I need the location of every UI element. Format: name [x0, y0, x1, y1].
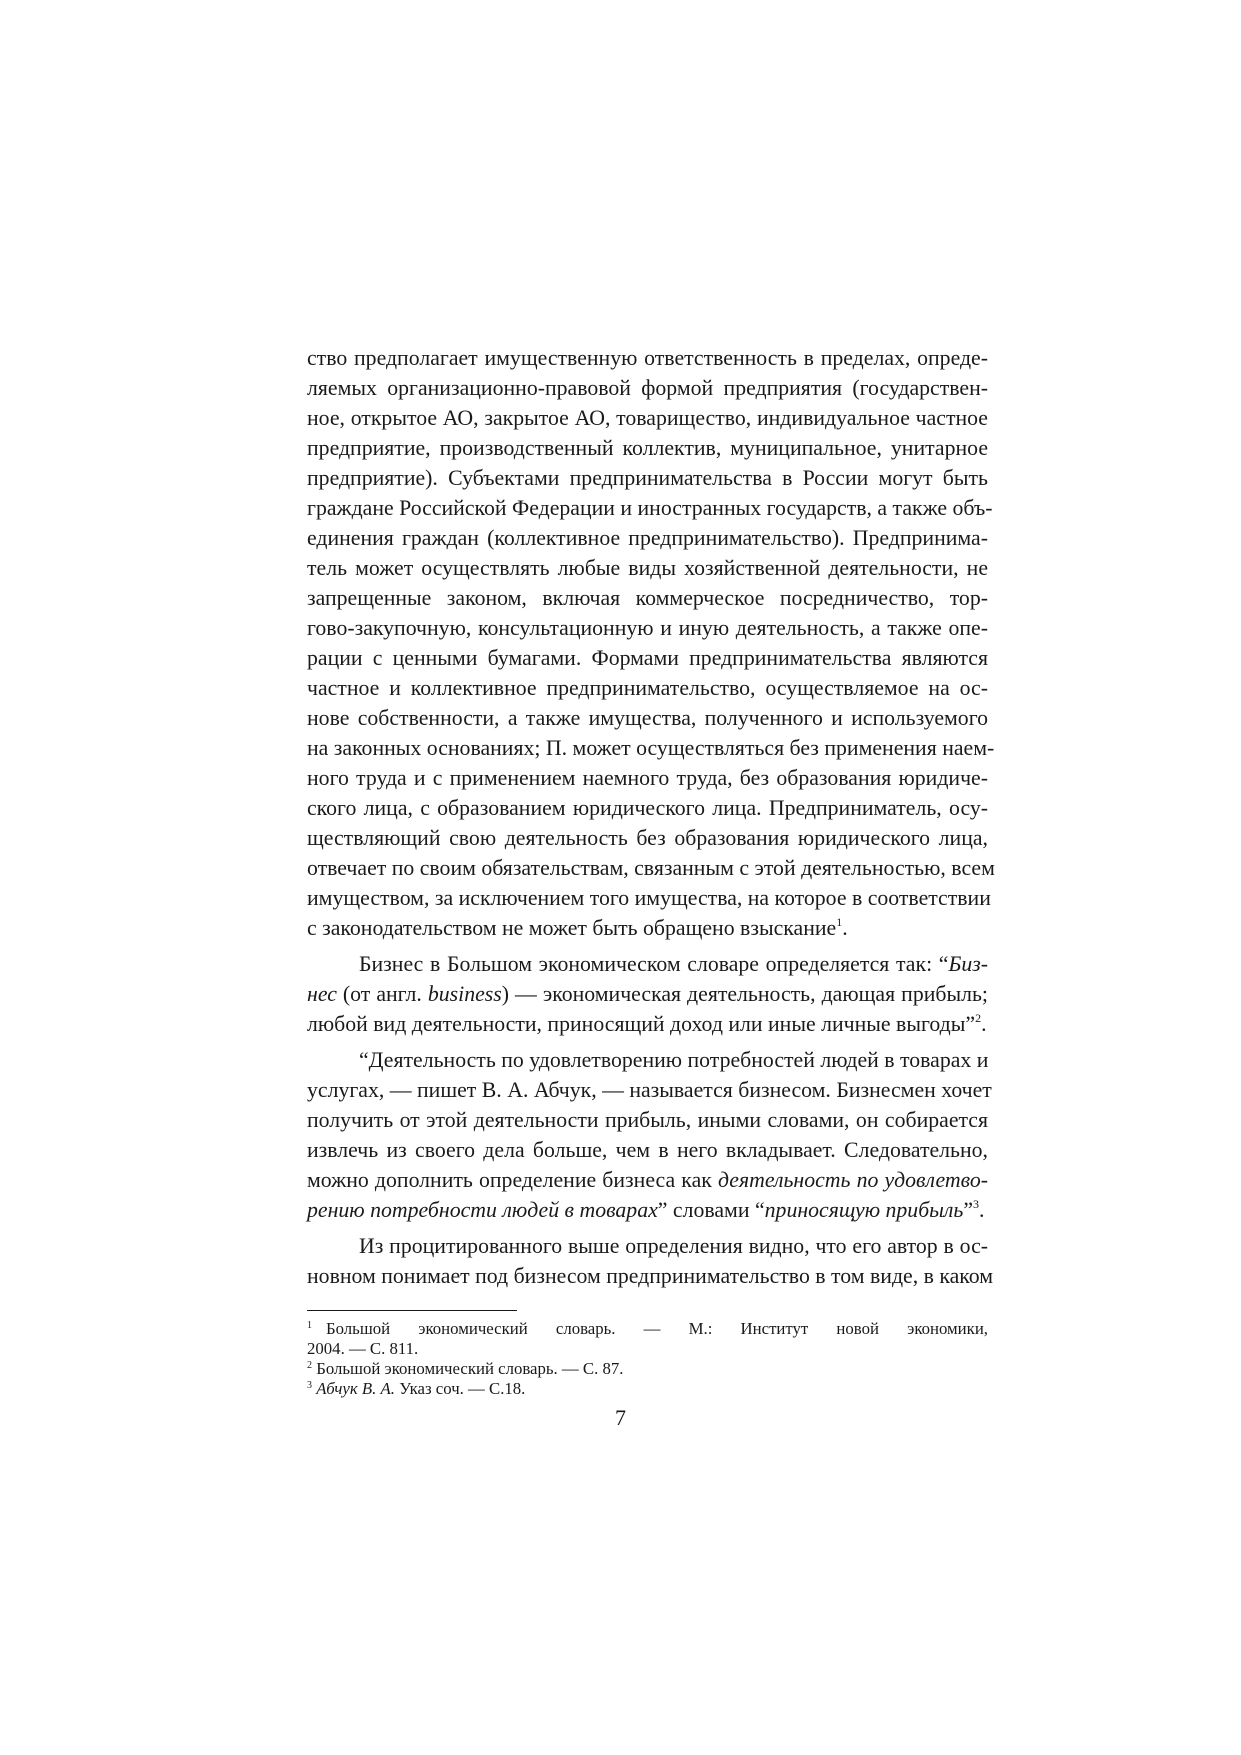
text-run: ”: [963, 1198, 974, 1222]
text-run: Указ соч. — С.18.: [395, 1379, 526, 1398]
text-run: Большой экономический словарь. — М.: Институт новой экономики,: [326, 1319, 988, 1338]
text-line: рации с ценными бумагами. Формами предпринимательства являются: [307, 646, 988, 670]
text-line: ляемых организационно-правовой формой предприятия (государствен-: [307, 376, 988, 400]
text-line: отвечает по своим обязательствам, связанным с этой деятельностью, всем: [307, 856, 995, 880]
italic-run: business: [427, 982, 502, 1006]
text-line: Из процитированного выше определения видно, что его автор в ос-: [359, 1234, 988, 1258]
footnote-line: [307, 1319, 988, 1339]
italic-run: Абчук В. А.: [316, 1379, 396, 1398]
footnote-line: [307, 1359, 988, 1379]
italic-run: нес: [307, 982, 337, 1006]
paragraph-2: [307, 949, 988, 1039]
text-line: [307, 979, 988, 1009]
text-run: .: [979, 1198, 985, 1222]
text-line: запрещенные законом, включая коммерческое посредничество, тор-: [307, 586, 988, 610]
text-line: единения граждан (коллективное предпринимательство). Предпринима-: [307, 526, 988, 550]
footnotes: [307, 1319, 988, 1399]
footnote-line: 2004. — С. 811.: [307, 1339, 419, 1358]
text-line: нове собственности, а также имущества, полученного и используемого: [307, 706, 988, 730]
text-run: .: [981, 1012, 987, 1036]
body-text: [307, 343, 995, 1291]
footnote-3: [307, 1379, 988, 1399]
text-line: “Деятельность по удовлетворению потребностей людей в товарах и: [359, 1048, 989, 1072]
italic-run: деятельность по удовлетво-: [717, 1168, 989, 1192]
text-run: ) — экономическая деятельность, дающая прибыль;: [501, 982, 988, 1006]
text-line: [307, 1195, 988, 1225]
text-line: ществляющий свою деятельность без образования юридического лица,: [307, 826, 988, 850]
text-line: [307, 913, 988, 943]
italic-run: рению потребности людей в товарах: [307, 1198, 658, 1222]
text-line: [307, 1165, 988, 1195]
page-number: 7: [615, 1405, 626, 1430]
text-run: Большой экономический словарь. — С. 87.: [312, 1359, 624, 1378]
italic-run: приносящую прибыль: [764, 1198, 964, 1222]
footnote-marker: 1: [307, 1320, 312, 1331]
text-line: граждане Российской Федерации и иностранных государств, а также объ-: [307, 496, 993, 520]
text-run: Бизнес в Большом экономическом словаре определяется так: “: [359, 952, 949, 976]
text-line: предприятие, производственный коллектив, муниципальное, унитарное: [307, 436, 988, 460]
footnote-divider: [307, 1310, 517, 1311]
text-line: ное, открытое АО, закрытое АО, товарищество, индивидуальное частное: [307, 406, 988, 430]
text-line: на законных основаниях; П. может осуществляться без применения наем-: [307, 736, 995, 760]
text-line: извлечь из своего дела больше, чем в него вкладывает. Следовательно,: [307, 1138, 988, 1162]
text-line: получить от этой деятельности прибыль, иными словами, он собирается: [307, 1108, 988, 1132]
italic-run: Биз-: [948, 952, 988, 976]
text-run: любой вид деятельности, приносящий доход или иные личные выгоды”: [307, 1012, 976, 1036]
text-run: ” словами “: [657, 1198, 765, 1222]
text-line: новном понимает под бизнесом предпринимательство в том виде, в каком: [307, 1264, 994, 1288]
paragraph-1: [307, 343, 995, 943]
text-line: [307, 949, 988, 979]
text-line: [307, 1009, 988, 1039]
footnote-1: [307, 1319, 988, 1359]
text-run: можно дополнить определение бизнеса как: [307, 1168, 718, 1192]
footnote-ref-3: 3: [973, 1197, 980, 1211]
footnote-2: [307, 1359, 988, 1379]
text-line: имуществом, за исключением того имущества, на которое в соответствии: [307, 886, 991, 910]
text-line: услугах, — пишет В. А. Абчук, — называется бизнесом. Бизнесмен хочет: [307, 1078, 992, 1102]
footnote-ref-1: 1: [836, 915, 843, 929]
text-run: (от англ.: [336, 982, 428, 1006]
text-run: с законодательством не может быть обращено взыскание: [307, 916, 837, 940]
footnote-marker: 2: [307, 1360, 312, 1371]
text-line: предприятие). Субъектами предпринимательства в России могут быть: [307, 466, 988, 490]
footnote-line: [307, 1379, 988, 1399]
paragraph-4: [307, 1231, 994, 1291]
footnote-marker: 3: [307, 1380, 312, 1391]
text-line: ного труда и с применением наемного труда, без образования юридиче-: [307, 766, 988, 790]
text-line: ского лица, с образованием юридического лица. Предприниматель, осу-: [307, 796, 988, 820]
text-run: .: [842, 916, 848, 940]
text-line: гово-закупочную, консультационную и иную деятельность, а также опе-: [307, 616, 988, 640]
footnote-ref-2: 2: [975, 1011, 982, 1025]
paragraph-3: [307, 1045, 992, 1225]
text-line: ство предполагает имущественную ответственность в пределах, опреде-: [307, 346, 988, 370]
text-line: частное и коллективное предпринимательство, осуществляемое на ос-: [307, 676, 988, 700]
text-line: тель может осуществлять любые виды хозяйственной деятельности, не: [307, 556, 988, 580]
